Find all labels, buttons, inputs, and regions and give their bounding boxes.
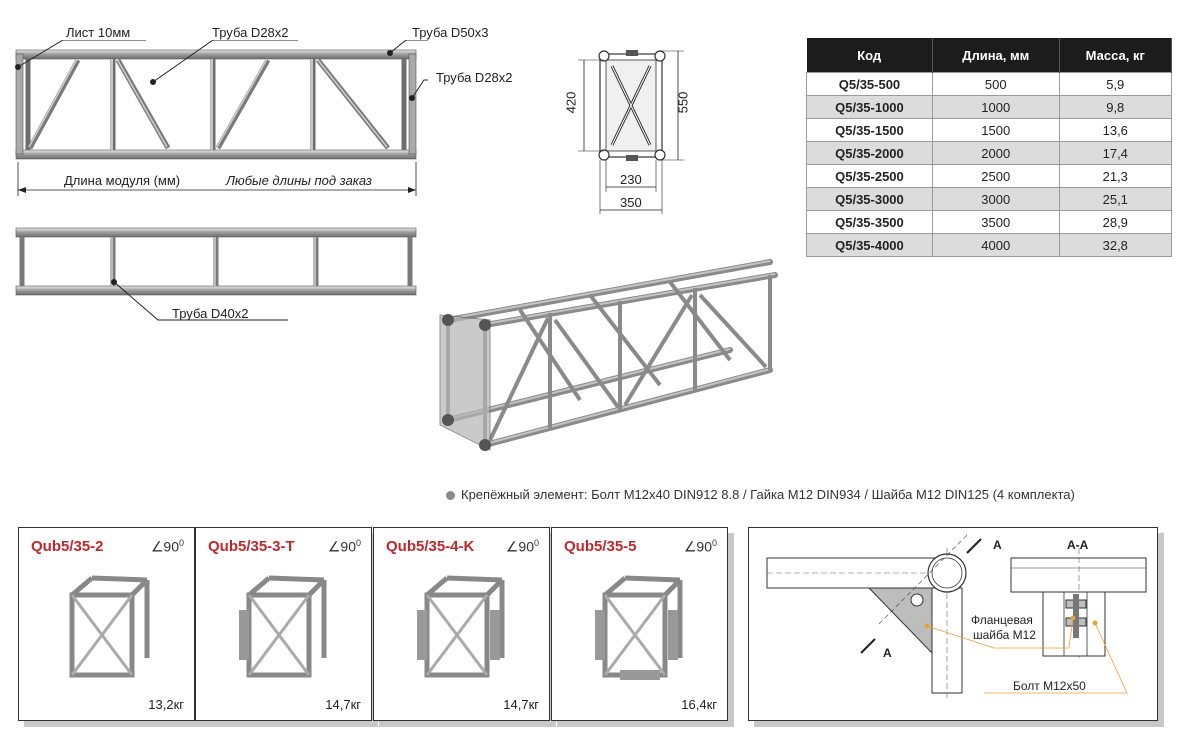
row-mass: 17,4 <box>1059 142 1171 165</box>
row-length: 2500 <box>932 165 1059 188</box>
cube-image <box>234 570 334 690</box>
cube-name: Qub5/35-4-K <box>386 538 475 555</box>
cube-name: Qub5/35-3-T <box>208 538 295 555</box>
row-code: Q5/35-3500 <box>807 211 933 234</box>
row-code: Q5/35-4000 <box>807 234 933 257</box>
table-row <box>807 165 1172 188</box>
cube-card-qub5-35-4-k <box>373 527 550 721</box>
label-sheet: Лист 10мм <box>66 25 131 40</box>
cube-image <box>57 570 157 690</box>
cross-section-drawing <box>560 42 710 217</box>
row-mass: 32,8 <box>1059 234 1171 257</box>
row-code: Q5/35-1500 <box>807 119 933 142</box>
truss-3d-image <box>430 250 780 460</box>
cube-angle: $\angle 90^0$ <box>505 538 539 555</box>
bullet-icon <box>446 491 455 500</box>
cube-name: Qub5/35-5 <box>564 538 637 555</box>
connection-detail <box>748 527 1158 721</box>
label-tube-vertical: Труба D28x2 <box>436 70 513 85</box>
row-code: Q5/35-2000 <box>807 142 933 165</box>
cube-name: Qub5/35-2 <box>31 538 104 555</box>
washer-label-line1: Фланцевая <box>971 613 1033 627</box>
cube-image <box>412 570 512 690</box>
washer-label-line2: шайба M12 <box>973 628 1036 642</box>
cube-card-qub5-35-5 <box>551 527 728 721</box>
fastener-note <box>446 487 1075 502</box>
row-mass: 9,8 <box>1059 96 1171 119</box>
label-tube-d40: Труба D40x2 <box>172 306 249 321</box>
header-mass: Масса, кг <box>1059 38 1171 73</box>
cube-angle: $\angle 90^0$ <box>327 538 361 555</box>
row-code: Q5/35-3000 <box>807 188 933 211</box>
row-length: 3000 <box>932 188 1059 211</box>
row-code: Q5/35-2500 <box>807 165 933 188</box>
section-mark-a-bottom: A <box>883 646 892 660</box>
row-mass: 5,9 <box>1059 73 1171 96</box>
dim-420: 420 <box>563 91 579 114</box>
dim-230: 230 <box>620 172 642 187</box>
row-code: Q5/35-1000 <box>807 96 933 119</box>
label-any-length: Любые длины под заказ <box>226 173 372 188</box>
cube-mass: 13,2кг <box>148 697 184 712</box>
table-row <box>807 188 1172 211</box>
section-title: A-A <box>1067 538 1089 552</box>
header-code: Код <box>807 38 933 73</box>
spec-table <box>806 38 1172 257</box>
label-tube-diagonal: Труба D28x2 <box>212 25 289 40</box>
row-code: Q5/35-500 <box>807 73 933 96</box>
row-length: 500 <box>932 73 1059 96</box>
connection-detail-drawing <box>749 528 1157 720</box>
cube-angle: $\angle 90^0$ <box>683 538 717 555</box>
table-row <box>807 119 1172 142</box>
fastener-note-text: Крепёжный элемент: Болт M12x40 DIN912 8.8 / Гайка M12 DIN934 / Шайба M12 DIN125 (4 комплекта) <box>461 487 1075 502</box>
cube-card-qub5-35-3-t <box>195 527 372 721</box>
cube-mass: 14,7кг <box>503 697 539 712</box>
row-length: 2000 <box>932 142 1059 165</box>
row-mass: 25,1 <box>1059 188 1171 211</box>
row-mass: 13,6 <box>1059 119 1171 142</box>
row-length: 4000 <box>932 234 1059 257</box>
cube-mass: 16,4кг <box>681 697 717 712</box>
table-row <box>807 73 1172 96</box>
row-length: 1000 <box>932 96 1059 119</box>
row-mass: 21,3 <box>1059 165 1171 188</box>
label-tube-chord: Труба D50x3 <box>412 25 489 40</box>
row-length: 1500 <box>932 119 1059 142</box>
cube-card-qub5-35-2 <box>18 527 195 721</box>
header-length: Длина, мм <box>932 38 1059 73</box>
table-row <box>807 211 1172 234</box>
cube-image <box>590 570 690 690</box>
table-row <box>807 96 1172 119</box>
dim-550: 550 <box>675 91 691 114</box>
row-mass: 28,9 <box>1059 211 1171 234</box>
table-row <box>807 234 1172 257</box>
label-module-length: Длина модуля (мм) <box>64 173 181 188</box>
cube-angle: $\angle 90^0$ <box>150 538 184 555</box>
bolt-label: Болт M12x50 <box>1013 679 1086 693</box>
row-length: 3500 <box>932 211 1059 234</box>
table-row <box>807 142 1172 165</box>
section-mark-a-top: A <box>993 538 1002 552</box>
spec-table-header <box>807 38 1172 73</box>
cube-mass: 14,7кг <box>325 697 361 712</box>
dim-350: 350 <box>620 195 642 210</box>
